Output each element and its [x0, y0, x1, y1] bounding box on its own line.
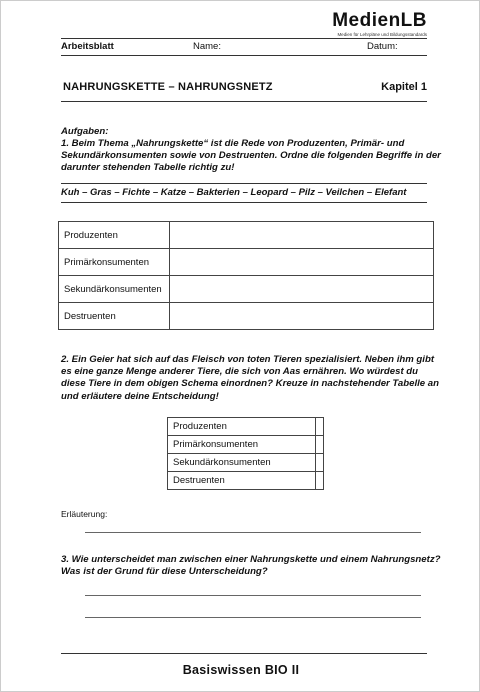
- header-bottom-rule: [61, 55, 427, 56]
- name-label: Name:: [193, 41, 221, 52]
- footer-title: Basiswissen BIO II: [182, 663, 300, 677]
- page-title: NAHRUNGSKETTE – NAHRUNGSNETZ: [63, 81, 273, 93]
- table-row: [59, 276, 434, 303]
- date-label: Datum:: [367, 41, 398, 52]
- table-row: [168, 454, 324, 472]
- row-label: Primärkonsumenten: [59, 249, 170, 276]
- check-cell[interactable]: [316, 418, 324, 436]
- table-row: [168, 472, 324, 490]
- task-3-text: 3. Wie unterscheidet man zwischen einer Nahrungskette und einem Nahrungsnetz? Was ist der Grund für diese Unterscheidung?: [61, 554, 441, 578]
- row-label: Produzenten: [168, 418, 316, 436]
- answer-cell[interactable]: [170, 303, 434, 330]
- explanation-label: Erläuterung:: [61, 509, 108, 519]
- check-cell[interactable]: [316, 436, 324, 454]
- word-list: Kuh – Gras – Fichte – Katze – Bakterien – Leopard – Pilz – Veilchen – Elefant: [61, 187, 407, 198]
- row-label: Sekundärkonsumenten: [59, 276, 170, 303]
- chapter-label: Kapitel 1: [381, 81, 427, 93]
- answer-cell[interactable]: [170, 249, 434, 276]
- answer-cell[interactable]: [170, 222, 434, 249]
- footer-rule: [61, 653, 427, 654]
- title-rule: [61, 101, 427, 102]
- brand-tagline: Medien für Lehrpläne und Bildungsstandards: [337, 32, 427, 37]
- table-row: [168, 418, 324, 436]
- words-top-rule: [61, 183, 427, 184]
- check-cell[interactable]: [316, 472, 324, 490]
- sheet-label: Arbeitsblatt: [61, 41, 114, 52]
- row-label: Produzenten: [59, 222, 170, 249]
- task-1-text: 1. Beim Thema „Nahrungskette“ ist die Rede von Produzenten, Primär- und Sekundärkonsumenten sowie von Destruenten. Ordne die folgenden Begriffe in der darunter stehenden Tabelle richtig zu!: [61, 138, 441, 174]
- answer-line[interactable]: [85, 595, 421, 596]
- check-cell[interactable]: [316, 454, 324, 472]
- table-row: [59, 303, 434, 330]
- table-row: [59, 249, 434, 276]
- row-label: Primärkonsumenten: [168, 436, 316, 454]
- row-label: Sekundärkonsumenten: [168, 454, 316, 472]
- row-label: Destruenten: [168, 472, 316, 490]
- medienlb-logo: [332, 11, 427, 37]
- header-top-rule: [61, 38, 427, 39]
- answer-line[interactable]: [85, 532, 421, 533]
- answer-cell[interactable]: [170, 276, 434, 303]
- brand-name: MedienLB: [332, 10, 427, 31]
- task-2-text: 2. Ein Geier hat sich auf das Fleisch von toten Tieren spezialisiert. Neben ihm gibt es eine ganze Menge anderer Tiere, die sich von Aas ernähren. Wo würdest du diese Tiere in dem obigen Schema einordnen? Kreuze in nachstehender Tabelle an und erläutere deine Entscheidung!: [61, 354, 439, 402]
- row-label: Destruenten: [59, 303, 170, 330]
- table-row: [168, 436, 324, 454]
- words-bottom-rule: [61, 202, 427, 203]
- tasks-heading: Aufgaben:: [61, 126, 109, 137]
- checkbox-table: [167, 417, 324, 490]
- classification-table: [58, 221, 434, 330]
- table-row: [59, 222, 434, 249]
- answer-line[interactable]: [85, 617, 421, 618]
